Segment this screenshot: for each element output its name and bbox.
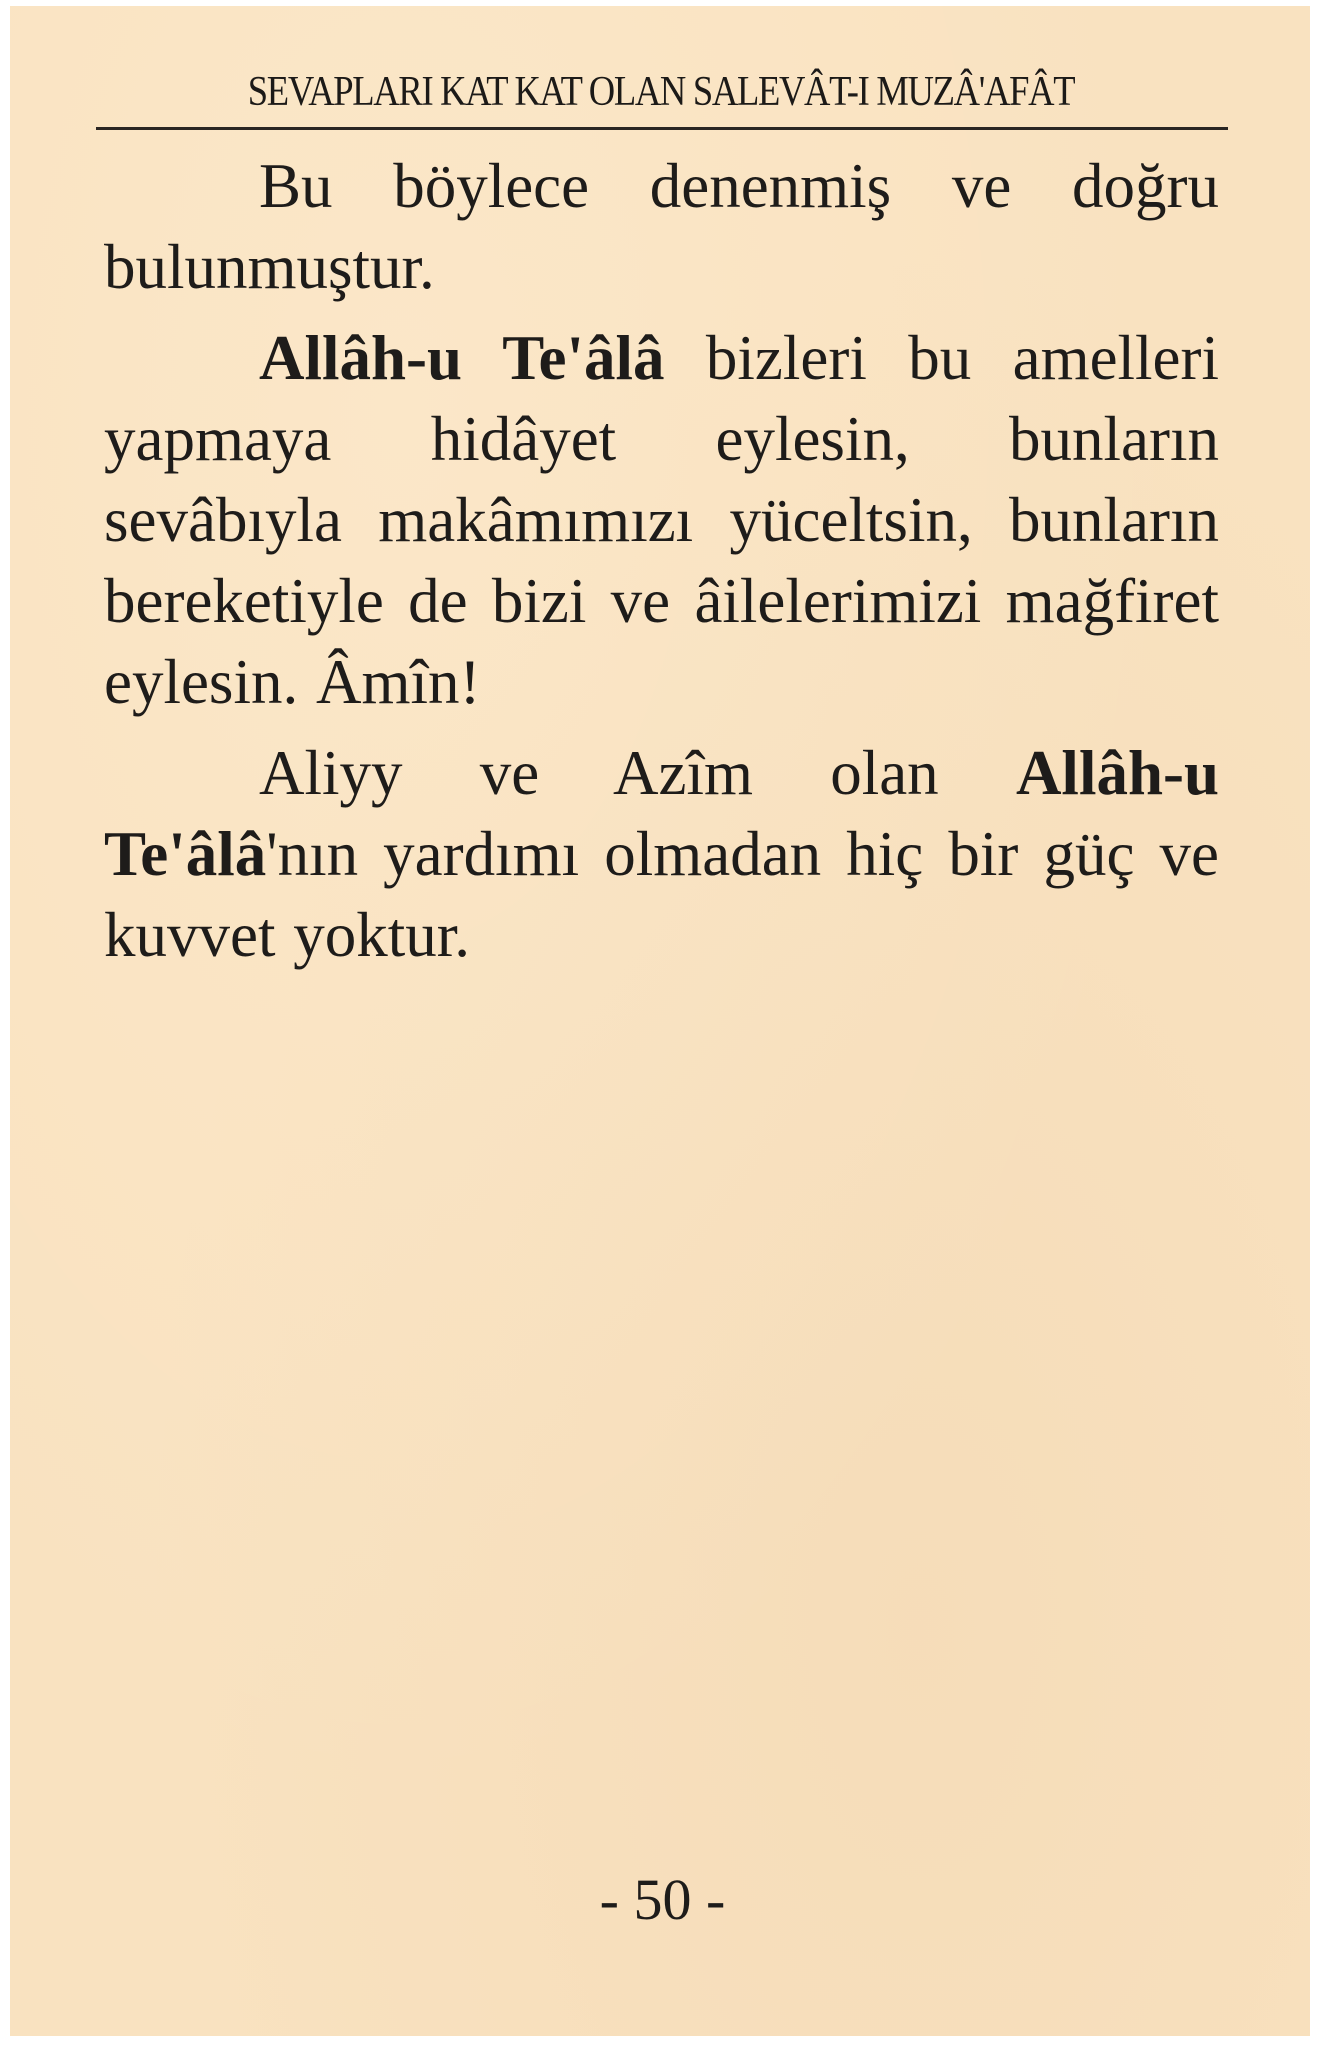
paragraph-3-bold: Allâh-u Te'âlâ [104,738,1219,889]
page-number: - 50 - [599,1867,726,1932]
paragraph-3-text-start: Aliyy ve Azîm olan [259,738,1016,808]
paragraph-2 [104,318,1219,723]
running-header: SEVAPLARI KAT KAT OLAN SALEVÂT-I MUZÂ'AFÂT [247,69,1075,115]
paragraph-3 [104,733,1219,976]
paragraph-1-text: Bu böylece denenmiş ve doğru bulunmuştur. [104,151,1219,302]
body-text [104,146,1219,986]
paragraph-2-bold: Allâh-u Te'âlâ [259,323,665,393]
paragraph-2-text: bizleri bu amelleri yapmaya hidâyet eylesin, bunların sevâbıyla makâmımızı yüceltsin, bunların bereketiyle de bizi ve âilelerimizi mağfiret eylesin. Âmîn! [104,323,1219,717]
paragraph-3-text-end: 'nın yardımı olmadan hiç bir güç ve kuvvet yoktur. [104,819,1219,970]
header-rule [96,127,1228,130]
paragraph-1 [104,146,1219,308]
